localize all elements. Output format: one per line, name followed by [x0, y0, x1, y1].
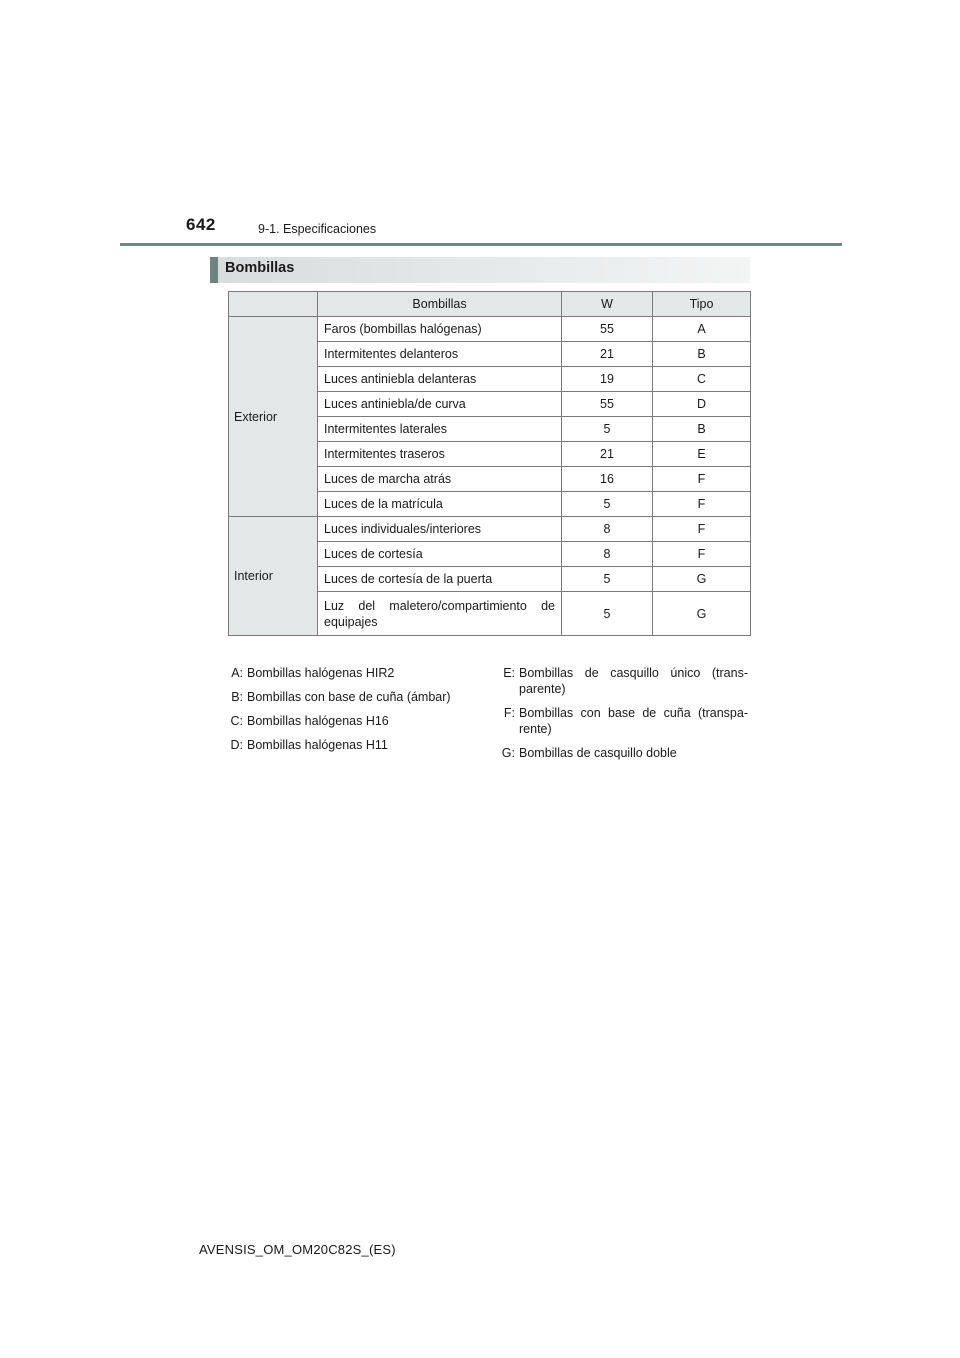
legend-text: Bombillas de casquillo doble	[519, 746, 677, 760]
legend-item	[498, 705, 748, 737]
bulb-name: Luz del maletero/compartimiento de equipajes	[318, 592, 562, 636]
bulb-type: C	[653, 367, 751, 392]
section-reference: 9-1. Especificaciones	[258, 222, 377, 236]
bulb-watts: 16	[562, 467, 653, 492]
legend-right-column	[498, 665, 748, 769]
bulb-name: Intermitentes delanteros	[318, 342, 562, 367]
legend-text: Bombillas halógenas H11	[247, 738, 388, 752]
bulb-name: Luces de marcha atrás	[318, 467, 562, 492]
bulb-watts: 55	[562, 317, 653, 342]
bulb-type: B	[653, 342, 751, 367]
bulb-watts: 5	[562, 567, 653, 592]
page-number: 642	[186, 215, 216, 234]
legend-item	[498, 745, 748, 761]
bulb-name: Luces antiniebla/de curva	[318, 392, 562, 417]
bulb-watts: 5	[562, 417, 653, 442]
legend-text: Bombillas con base de cuña (ámbar)	[247, 690, 451, 704]
legend-key: G:	[501, 746, 515, 760]
bulb-type: F	[653, 517, 751, 542]
bulb-name: Luces de cortesía de la puerta	[318, 567, 562, 592]
bulb-name: Luces antiniebla delanteras	[318, 367, 562, 392]
bulbs-table	[228, 291, 751, 636]
bulb-watts: 55	[562, 392, 653, 417]
column-header-type: Tipo	[653, 292, 751, 317]
bulb-name: Intermitentes traseros	[318, 442, 562, 467]
group-label-interior: Interior	[229, 517, 318, 636]
bulb-type: G	[653, 567, 751, 592]
bulb-watts: 21	[562, 342, 653, 367]
bulb-type: F	[653, 542, 751, 567]
group-label-exterior: Exterior	[229, 317, 318, 517]
document-code: AVENSIS_OM_OM20C82S_(ES)	[199, 1242, 396, 1257]
table-row	[229, 517, 751, 542]
bulb-type: F	[653, 467, 751, 492]
legend-key: C:	[230, 714, 243, 728]
table-header-row	[229, 292, 751, 317]
legend-item	[226, 665, 486, 681]
column-header-bulbs: Bombillas	[318, 292, 562, 317]
bulb-watts: 5	[562, 592, 653, 636]
column-header-group	[229, 292, 318, 317]
bulb-type: B	[653, 417, 751, 442]
legend-item	[498, 665, 748, 697]
section-heading	[210, 257, 750, 283]
legend-key: F:	[503, 706, 515, 720]
bulb-watts: 21	[562, 442, 653, 467]
bulb-type: E	[653, 442, 751, 467]
legend-text: Bombillas de casquillo único (trans-parente)	[519, 666, 748, 696]
bulb-watts: 8	[562, 542, 653, 567]
legend-item	[226, 689, 486, 705]
bulb-watts: 19	[562, 367, 653, 392]
bulb-name: Luces de cortesía	[318, 542, 562, 567]
bulb-type: G	[653, 592, 751, 636]
legend-key: E:	[503, 666, 515, 680]
header-divider	[120, 243, 842, 246]
legend-text: Bombillas halógenas H16	[247, 714, 389, 728]
bulb-name: Luces de la matrícula	[318, 492, 562, 517]
section-title: Bombillas	[225, 260, 295, 276]
bulb-watts: 5	[562, 492, 653, 517]
table-row	[229, 317, 751, 342]
legend-text: Bombillas con base de cuña (transpa-rente)	[519, 706, 748, 736]
bulb-name: Luces individuales/interiores	[318, 517, 562, 542]
legend-item	[226, 737, 486, 753]
bulb-type: D	[653, 392, 751, 417]
legend-item	[226, 713, 486, 729]
bulb-type: F	[653, 492, 751, 517]
legend-left-column	[226, 665, 486, 761]
column-header-watts: W	[562, 292, 653, 317]
legend-text: Bombillas halógenas HIR2	[247, 666, 395, 680]
legend-key: A:	[231, 666, 243, 680]
bulb-watts: 8	[562, 517, 653, 542]
legend-key: B:	[231, 690, 243, 704]
legend-key: D:	[230, 738, 243, 752]
bulb-name: Faros (bombillas halógenas)	[318, 317, 562, 342]
bulb-name: Intermitentes laterales	[318, 417, 562, 442]
bulb-type: A	[653, 317, 751, 342]
